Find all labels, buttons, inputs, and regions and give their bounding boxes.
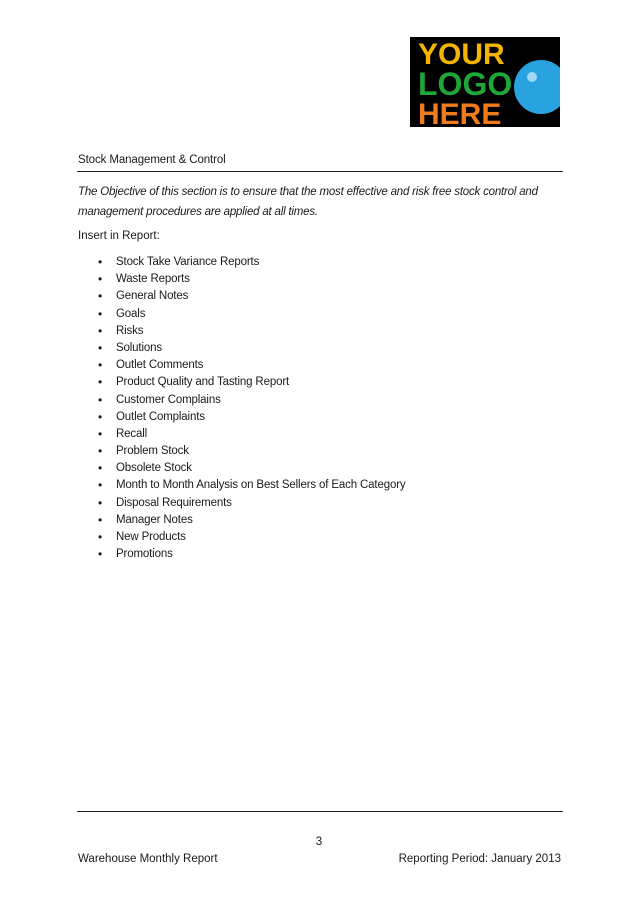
bullet-icon: •: [98, 426, 103, 441]
page-number: 3: [315, 836, 323, 848]
list-item: • Obsolete Stock: [78, 460, 405, 477]
bullet-icon: •: [98, 340, 103, 355]
bullet-icon: •: [98, 375, 103, 390]
bullet-icon: •: [98, 306, 103, 321]
bullet-icon: •: [98, 358, 103, 373]
insert-label: Insert in Report:: [78, 230, 160, 242]
list-item: • Promotions: [78, 546, 405, 563]
logo-blue-circle: [514, 60, 560, 114]
logo-circle-highlight: [527, 72, 537, 82]
company-logo: [410, 37, 560, 127]
bullet-icon: •: [98, 409, 103, 424]
bullet-icon: •: [98, 495, 103, 510]
bullet-icon: •: [98, 512, 103, 527]
bullet-icon: •: [98, 478, 103, 493]
list-item: • Solutions: [78, 340, 405, 357]
list-item: • Waste Reports: [78, 271, 405, 288]
footer-divider: [77, 811, 563, 812]
report-items-list: [78, 254, 405, 563]
bullet-icon: •: [98, 272, 103, 287]
list-item: • Product Quality and Tasting Report: [78, 374, 405, 391]
bullet-icon: •: [98, 444, 103, 459]
footer-report-title: Warehouse Monthly Report: [78, 853, 218, 865]
list-item: • Month to Month Analysis on Best Sellers of Each Category: [78, 477, 405, 494]
list-item: • Outlet Complaints: [78, 409, 405, 426]
logo-text-here: HERE: [418, 98, 502, 127]
bullet-icon: •: [98, 461, 103, 476]
list-item: • Outlet Comments: [78, 357, 405, 374]
list-item: • Problem Stock: [78, 443, 405, 460]
bullet-icon: •: [98, 323, 103, 338]
bullet-icon: •: [98, 255, 103, 269]
logo-graphic: [410, 37, 560, 127]
list-item: • Stock Take Variance Reports: [78, 254, 405, 271]
list-item: • Goals: [78, 306, 405, 323]
bullet-icon: •: [98, 392, 103, 407]
bullet-icon: •: [98, 289, 103, 304]
list-item: • Risks: [78, 323, 405, 340]
list-item: • Disposal Requirements: [78, 495, 405, 512]
section-title: Stock Management & Control: [78, 154, 226, 166]
logo-text-logo: LOGO: [418, 66, 513, 102]
logo-text-your: YOUR: [418, 38, 505, 71]
list-item: • Recall: [78, 426, 405, 443]
bullet-icon: •: [98, 530, 103, 544]
list-item: • General Notes: [78, 288, 405, 305]
section-objective: The Objective of this section is to ensure that the most effective and risk free stock control and management procedures are applied at all times.: [78, 186, 538, 218]
list-item: • Manager Notes: [78, 512, 405, 529]
list-item: • New Products: [78, 529, 405, 546]
header-divider: [77, 171, 563, 172]
list-item: • Customer Complains: [78, 392, 405, 409]
footer-reporting-period: Reporting Period: January 2013: [398, 853, 561, 865]
bullet-icon: •: [98, 547, 103, 562]
